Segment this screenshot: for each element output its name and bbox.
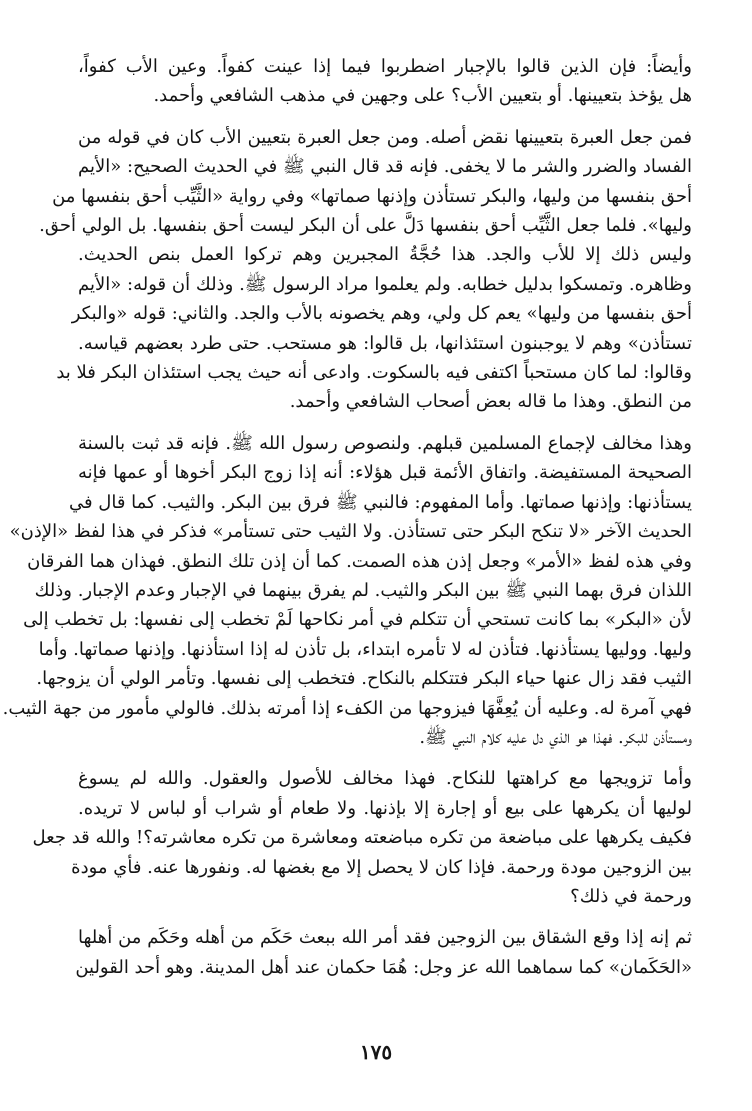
text-line: من النطق. وهذا ما قاله بعض أصحاب الشافعي وأحمد. — [289, 391, 692, 413]
text-line: يستأذنها: وإذنها صماتها. وأما المفهوم: فالنبي ﷺ فرق بين البكر. والثيب. كما قال في — [68, 491, 692, 513]
paragraph-3 — [2, 429, 692, 752]
text-line: ثم إنه إذا وقع الشقاق بين الزوجين فقد أمر الله ببعث حَكَم من أهله وحَكَم من أهلها — [78, 927, 692, 949]
text-line: بين الزوجين مودة ورحمة. فإذا كان لا يحصل إلا مع بغضها له. ونفورها عنه. فأي مودة — [71, 856, 692, 878]
text-line: الفساد والضرر والشر ما لا يخفى. فإنه قد قال النبي ﷺ في الحديث الصحيح: «الأيم — [78, 156, 692, 178]
text-line: ورحمة في ذلك؟ — [570, 885, 692, 907]
text-line: وليس ذلك إلا للأب والجد. هذا حُجَّةُ المجبرين وهم تركوا العمل بنص الحديث. — [78, 244, 692, 266]
text-line: اللذان فرق بهما النبي ﷺ بين البكر والثيب. لم يفرق بينهما في الإجبار وعدم الإجبار. وذلك — [34, 579, 692, 601]
text-line: تستأذن» وهم لا يوجبنون استئذانها، بل قالوا: هو مستحب. حتى طرد بعضهم قياسه. — [78, 332, 692, 354]
text-line: وليها. ووليها يستأذنها. فتأذن له لا تأمره ابتداء، بل تأذن له إذا استأذنها. وإذنها صماتها. وأما — [38, 638, 692, 660]
text-line: ومستأذن للبكر. فهذا هو الذي دل عليه كلام النبي ﷺ. — [419, 726, 692, 748]
text-line: وظاهره. وتمسكوا بدليل خطابه. ولم يعلموا مراد الرسول ﷺ. وذلك أن قوله: «الأيم — [78, 273, 692, 295]
text-line: وليها». فلما جعل الثَّيِّب أحق بنفسها دَلَّ على أن البكر ليست أحق بنفسها. بل الولي أحق. — [39, 215, 692, 237]
text-line: وأما تزويجها مع كراهتها للنكاح. فهذا مخالف للأصول والعقول. والله لم يسوغ — [78, 768, 692, 790]
text-line: «الحَكَمان» كما سماهما الله عز وجل: هُمَا حكمان عند أهل المدينة. وهو أحد القولين — [75, 956, 692, 978]
text-line: فهي آمرة له. وعليه أن يُعِفَّهَا فيزوجها من الكفء إذا أمرته بذلك. فالولي مأمور من جهة الثيب. — [2, 697, 692, 719]
paragraph-1 — [78, 52, 692, 111]
paragraph-2 — [39, 123, 692, 417]
text-line: أحق بنفسها من وليها، والبكر تستأذن وإذنها صماتها» وفي رواية «الثَّيِّب أحق بنفسها من — [52, 185, 692, 207]
text-line: فمن جعل العبرة بتعيينها نقض أصله. ومن جعل العبرة بتعيين الأب كان في قوله من — [78, 126, 692, 148]
text-line: لوليها أن يكرهها على بيع أو إجارة إلا بإذنها. ولا طعام أو شراب أو لباس لا تريده. — [78, 797, 692, 819]
text-line: وأيضاً: فإن الذين قالوا بالإجبار اضطربوا فيما إذا عينت كفواً. وعين الأب كفواً، — [78, 56, 692, 77]
text-line: الحديث الآخر «لا تنكح البكر حتى تستأذن. ولا الثيب حتى تستأمر» فذكر في هذا لفظ «الإذن» — [9, 521, 692, 543]
text-line: لأن «البكر» بما كانت تستحي أن تتكلم في أمر نكاحها لَمْ تخطب إلى نفسها: بل تخطب إلى — [23, 609, 692, 631]
text-line: وفي هذه لفظ «الأمر» وجعل إذن هذه الصمت. كما أن إذن تلك النطق. فهذان هما الفرقان — [27, 550, 692, 572]
text-line: أحق بنفسها من وليها» يعم كل ولي، وهم يخصونه بالأب والجد. والثاني: قوله «والبكر — [71, 303, 692, 325]
text-line: وهذا مخالف لإجماع المسلمين قبلهم. ولنصوص رسول الله ﷺ. فإنه قد ثبت بالسنة — [78, 432, 692, 454]
text-line: الثيب فقد زال عنها حياء البكر فتتكلم بالنكاح. فتخطب إلى نفسها. وتأمر الولي أن يزوجها. — [36, 668, 692, 690]
text-line: الصحيحة المستفيضة. واتفاق الأئمة قبل هؤلاء: أنه إذا زوج البكر أخوها أو عمها فإنه — [78, 462, 692, 484]
paragraph-5 — [75, 923, 692, 982]
paragraph-4 — [32, 764, 692, 911]
page-body — [2, 52, 692, 994]
text-line: فكيف يكرهها على مباضعة من تكره مباضعته ومعاشرة من تكره معاشرته؟! والله قد جعل — [32, 827, 692, 849]
text-line: وقالوا: لما كان مستحباً اكتفى فيه بالسكوت. وادعى أنه حيث يجب استئذان البكر فلا بد — [56, 362, 692, 384]
page-number: ١٧٥ — [359, 1040, 393, 1064]
text-line: هل يؤخذ بتعيينها. أو بتعيين الأب؟ على وجهين في مذهب الشافعي وأحمد. — [153, 85, 692, 107]
